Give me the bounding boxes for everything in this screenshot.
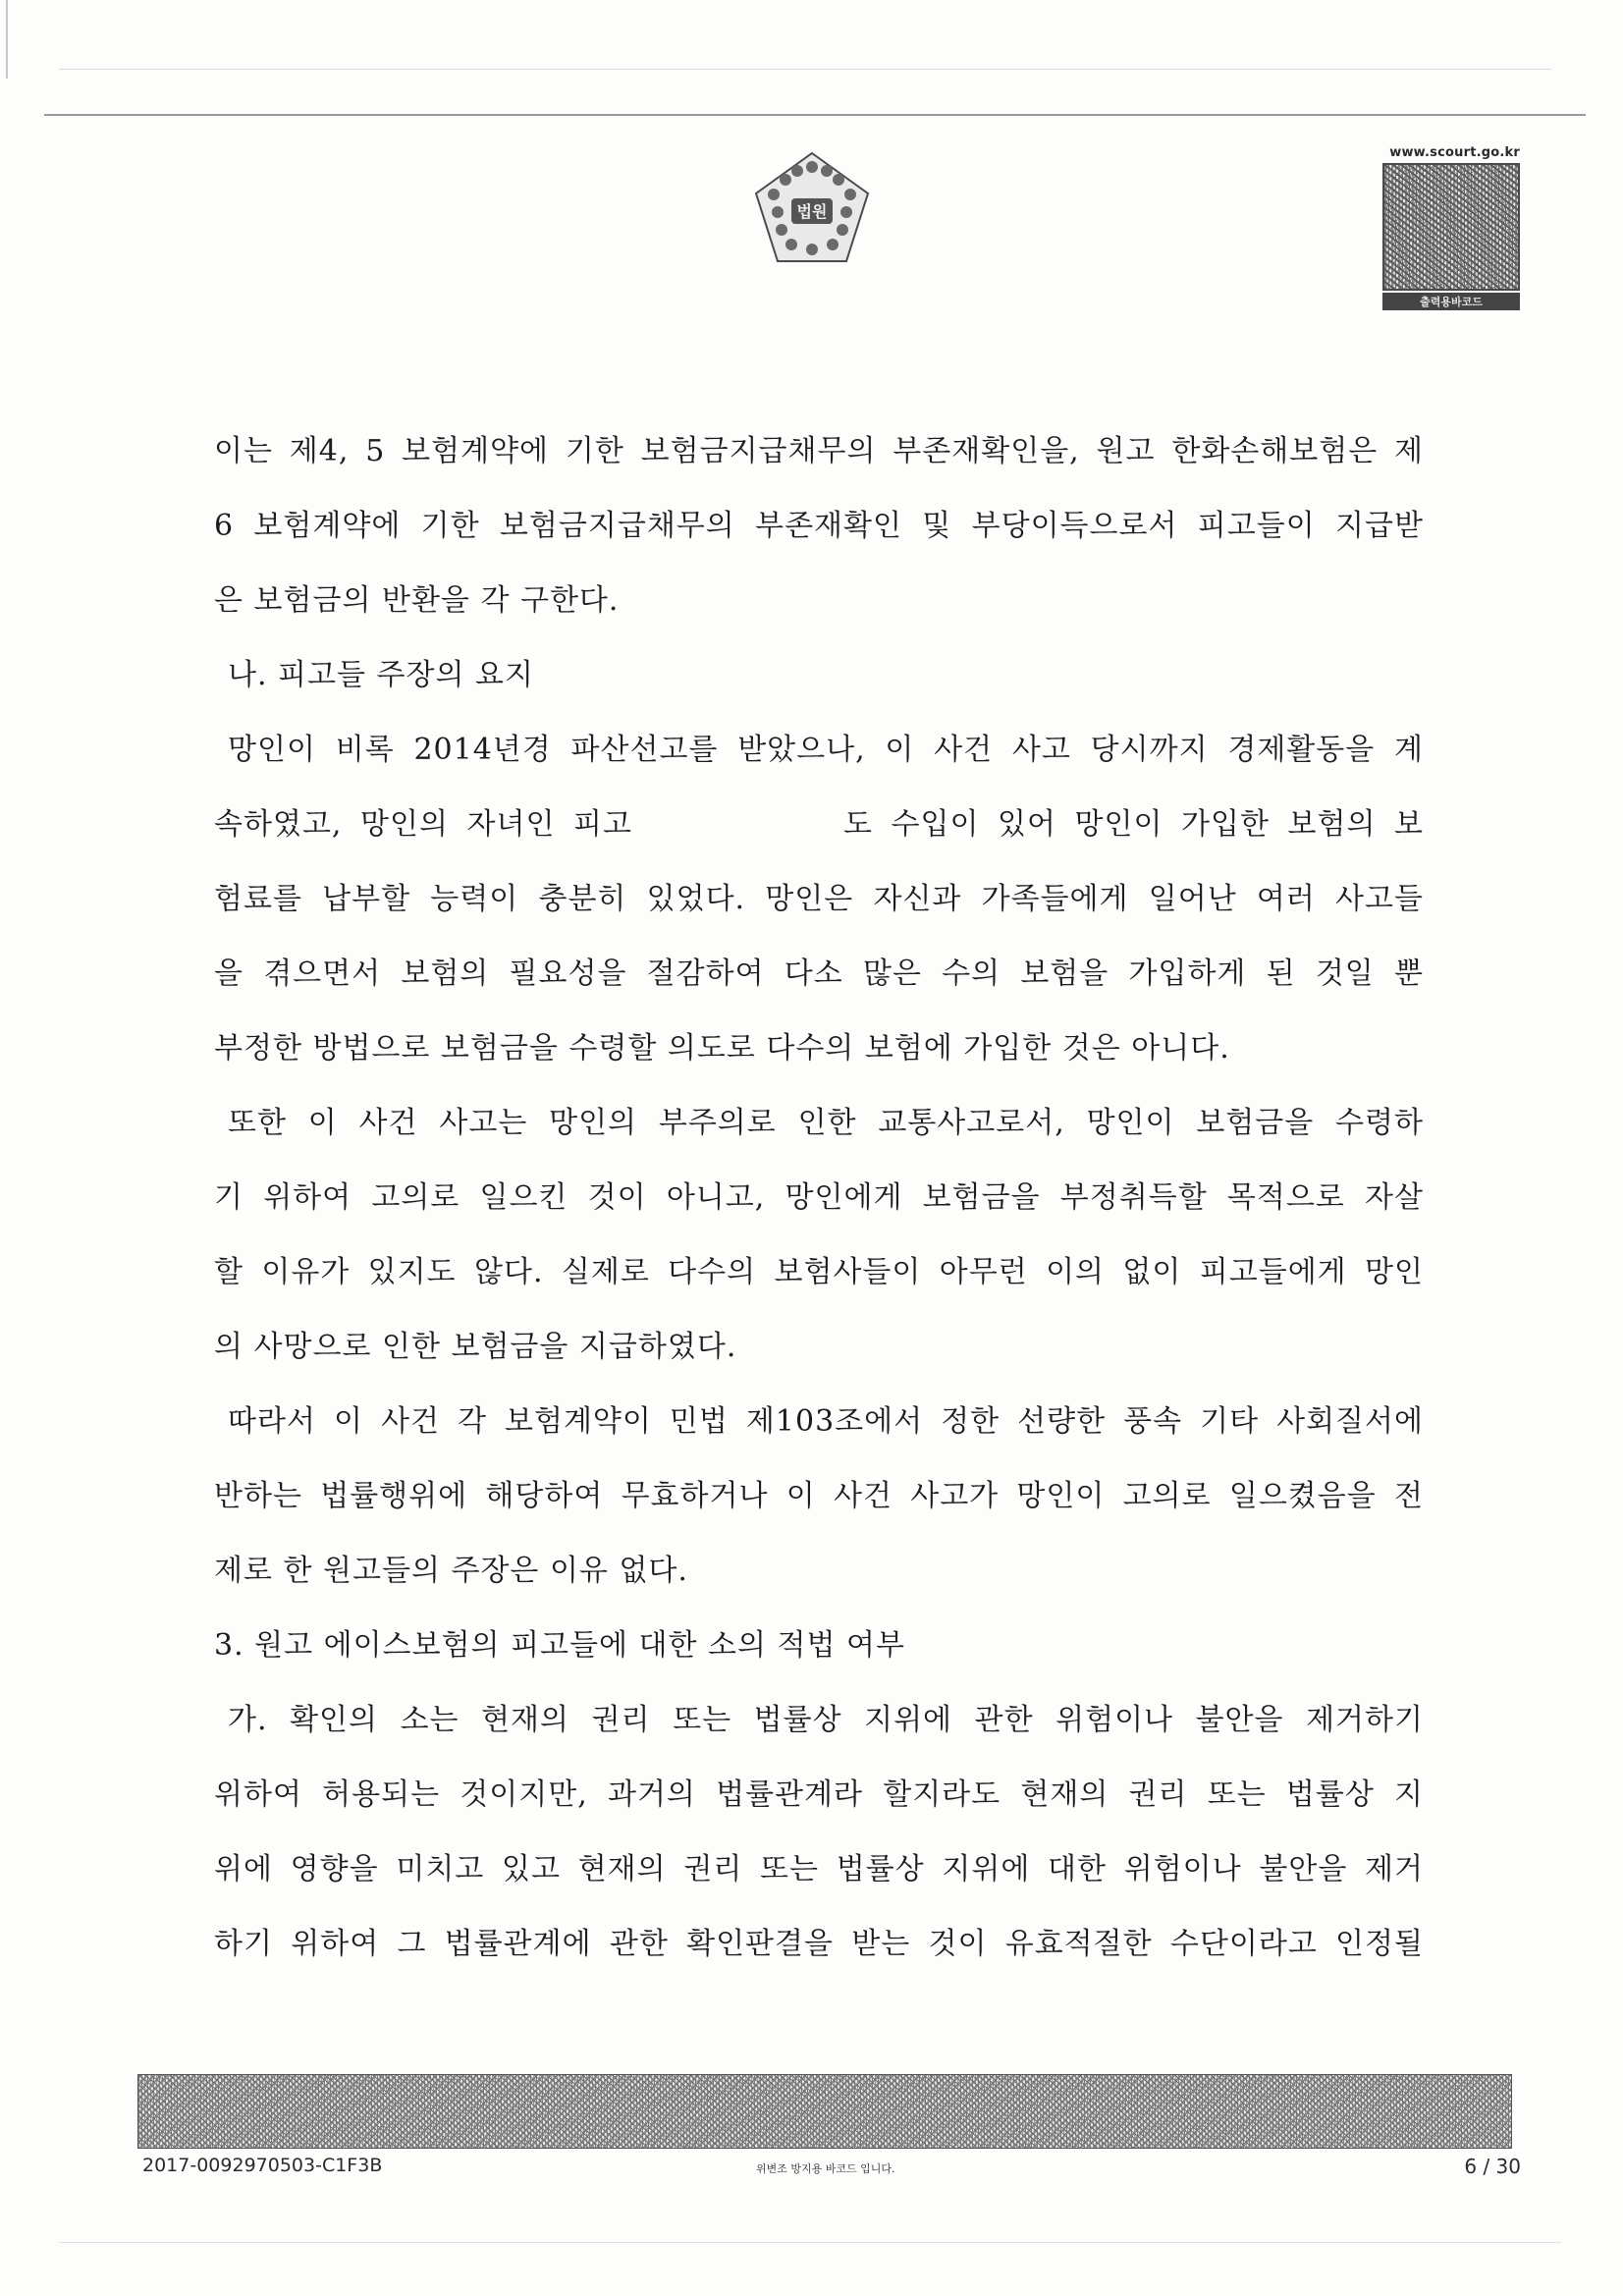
scan-edge-mark — [6, 0, 8, 79]
body-line: 을 겪으면서 보험의 필요성을 절감하여 다소 많은 수의 보험을 가입하게 된 것일 뿐 — [214, 957, 1424, 991]
body-line: 부정한 방법으로 보험금을 수령할 의도로 다수의 보험에 가입한 것은 아니다. — [214, 1031, 1230, 1066]
section-heading: 3. 원고 에이스보험의 피고들에 대한 소의 적법 여부 — [214, 1628, 905, 1663]
qr-code-block — [1382, 145, 1520, 308]
body-line: 험료를 납부할 능력이 충분히 있었다. 망인은 자신과 가족들에게 일어난 여러 사고들 — [214, 882, 1424, 916]
seal-label: 법원 — [796, 202, 828, 221]
document-code: 2017-0092970503-C1F3B — [142, 2155, 383, 2176]
body-line-with-redaction — [214, 795, 1424, 870]
document-body — [214, 422, 1424, 1990]
body-line: 망인이 비록 2014년경 파산선고를 받았으나, 이 사건 사고 당시까지 경제활동을 계 — [228, 733, 1424, 767]
body-line: 할 이유가 있지도 않다. 실제로 다수의 보험사들이 아무런 이의 없이 피고들에게 망인 — [214, 1255, 1424, 1289]
body-line: 따라서 이 사건 각 보험계약이 민법 제103조에서 정한 선량한 풍속 기타 사회질서에 — [228, 1404, 1424, 1439]
body-line: 기 위하여 고의로 일으킨 것이 아니고, 망인에게 보험금을 부정취득할 목적으로 자살 — [214, 1180, 1424, 1215]
body-line: 의 사망으로 인한 보험금을 지급하였다. — [214, 1330, 737, 1364]
body-line: 위에 영향을 미치고 있고 현재의 권리 또는 법률상 지위에 대한 위험이나 불안을 제거 — [214, 1852, 1424, 1886]
footer-faint-line — [59, 2242, 1561, 2243]
header-faint-line — [59, 69, 1551, 70]
court-seal-emblem — [748, 147, 876, 275]
barcode-note: 위변조 방지용 바코드 입니다. — [756, 2162, 895, 2175]
body-line: 하기 위하여 그 법률관계에 관한 확인판결을 받는 것이 유효적절한 수단이라고 인정될 — [214, 1927, 1424, 1961]
body-line: 6 보험계약에 기한 보험금지급채무의 부존재확인 및 부당이득으로서 피고들이 지급받 — [214, 509, 1424, 543]
body-line: 또한 이 사건 사고는 망인의 부주의로 인한 교통사고로서, 망인이 보험금을 수령하 — [228, 1106, 1424, 1140]
qr-url: www.scourt.go.kr — [1389, 145, 1520, 160]
body-line-suffix: 도 수입이 있어 망인이 가입한 보험의 보 — [842, 807, 1424, 842]
header-rule — [44, 114, 1586, 116]
body-line: 반하는 법률행위에 해당하여 무효하거나 이 사건 사고가 망인이 고의로 일으켰음을 전 — [214, 1479, 1424, 1513]
body-line: 제로 한 원고들의 주장은 이유 없다. — [214, 1554, 688, 1588]
body-line: 위하여 허용되는 것이지만, 과거의 법률관계라 할지라도 현재의 권리 또는 법률상 지 — [214, 1777, 1424, 1812]
section-heading: 나. 피고들 주장의 요지 — [228, 658, 534, 692]
body-line: 은 보험금의 반환을 각 구한다. — [214, 583, 620, 618]
page-number: 6 / 30 — [1464, 2155, 1521, 2178]
body-line-prefix: 속하였고, 망인의 자녀인 피고 — [214, 807, 632, 842]
qr-caption: 출력용바코드 — [1382, 293, 1520, 310]
body-line: 이는 제4, 5 보험계약에 기한 보험금지급채무의 부존재확인을, 원고 한화손해보험은 제 — [214, 434, 1424, 468]
qr-code-image — [1382, 163, 1520, 291]
anti-forgery-barcode — [137, 2074, 1512, 2149]
body-line: 가. 확인의 소는 현재의 권리 또는 법률상 지위에 관한 위험이나 불안을 제거하기 — [228, 1703, 1424, 1737]
